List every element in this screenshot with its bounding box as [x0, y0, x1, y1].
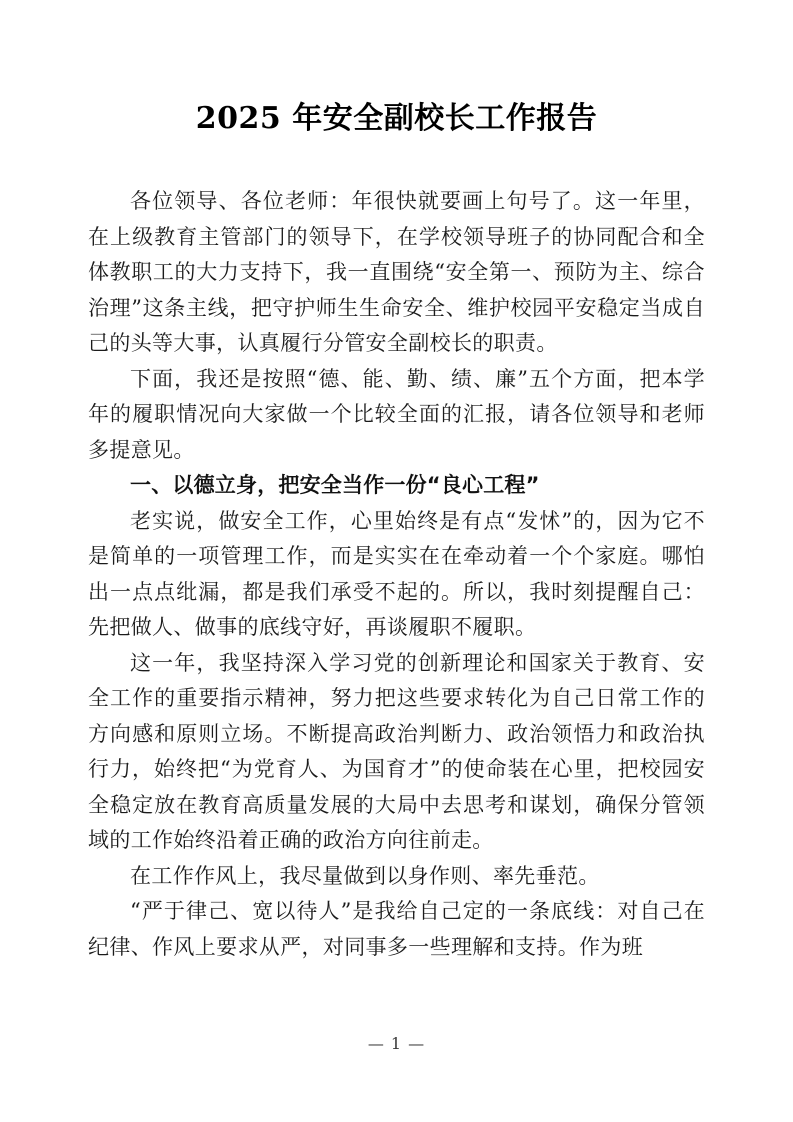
- page-number-footer: — 1 —: [367, 1034, 426, 1053]
- document-body: [88, 96, 705, 965]
- paragraph: 下面，我还是按照“德、能、勤、绩、廉”五个方面，把本学年的履职情况向大家做一个比较全面的汇报，请各位领导和老师多提意见。: [88, 366, 705, 462]
- page-title: 2025 年安全副校长工作报告: [195, 101, 598, 136]
- paragraph: 老实说，做安全工作，心里始终是有点“发怵”的，因为它不是简单的一项管理工作，而是实实在在牵动着一个个家庭。哪怕出一点点纰漏，都是我们承受不起的。所以，我时刻提醒自己：先把做人、做事的底线守好，再谈履职不履职。: [88, 508, 705, 639]
- paragraph: 在工作作风上，我尽量做到以身作则、率先垂范。: [130, 863, 600, 888]
- section-heading: 一、以德立身，把安全当作一份“良心工程”: [130, 473, 540, 497]
- paragraph: “严于律己、宽以待人”是我给自己定的一条底线：对自己在纪律、作风上要求从严，对同事多一些理解和支持。作为班: [88, 899, 705, 959]
- paragraph: 各位领导、各位老师：年很快就要画上句号了。这一年里，在上级教育主管部门的领导下，在学校领导班子的协同配合和全体教职工的大力支持下，我一直围绕“安全第一、预防为主、综合治理”这条主线，把守护师生生命安全、维护校园平安稳定当成自己的头等大事，认真履行分管安全副校长的职责。: [88, 189, 705, 355]
- paragraph: 这一年，我坚持深入学习党的创新理论和国家关于教育、安全工作的重要指示精神，努力把这些要求转化为自己日常工作的方向感和原则立场。不断提高政治判断力、政治领悟力和政治执行力，始终把“为党育人、为国育才”的使命装在心里，把校园安全稳定放在教育高质量发展的大局中去思考和谋划，确保分管领域的工作始终沿着正确的政治方向往前走。: [88, 650, 705, 852]
